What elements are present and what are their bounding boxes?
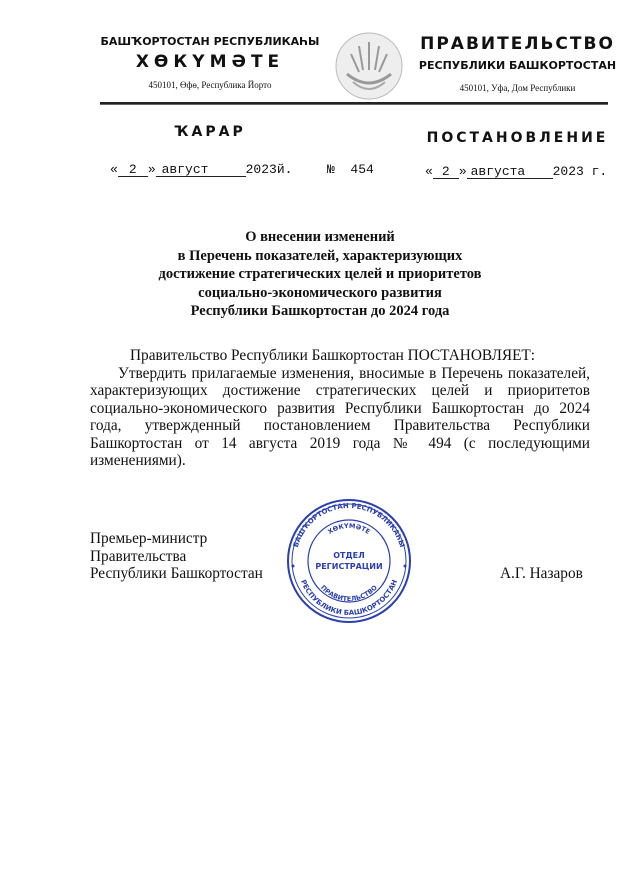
month-right: августа — [467, 165, 553, 179]
stamp-center-line2: РЕГИСТРАЦИИ — [315, 562, 383, 571]
doc-type-left: ҠАРАР — [174, 124, 246, 140]
title-line: О внесении изменений — [245, 229, 395, 245]
stamp-inner-bottom: ПРАВИТЕЛЬСТВО — [319, 583, 379, 604]
document-title — [90, 228, 550, 321]
signature-position — [90, 530, 263, 583]
header-right-line1: ПРАВИТЕЛЬСТВО — [420, 34, 615, 54]
date-right — [425, 164, 607, 179]
month-left: август — [156, 163, 246, 177]
header-left-line2: ХӨКҮМӘТЕ — [135, 52, 285, 72]
title-line: достижение стратегических целей и приоритетов — [158, 266, 482, 282]
title-line: социально-экономического развития — [198, 284, 442, 301]
doc-type-right: ПОСТАНОВЛЕНИЕ — [426, 130, 609, 146]
quote-open: « — [110, 162, 118, 177]
document-number — [327, 162, 374, 177]
stamp-outer-top: БАШҠОРТОСТАН РЕСПУБЛИКАҺЫ — [291, 501, 407, 549]
position-line: Республики Башкортостан — [90, 565, 263, 582]
stamp-outer-bottom: РЕСПУБЛИКИ БАШКОРТОСТАН — [298, 578, 400, 618]
year-left: 2023й. — [245, 162, 293, 177]
header-left-line1: БАШҠОРТОСТАН РЕСПУБЛИКАҺЫ — [100, 35, 320, 48]
stamp-inner-top: ХӨКҮМӘТЕ — [326, 521, 372, 536]
title-line: в Перечень показателей, характеризующих — [177, 247, 463, 264]
header-left-address: 450101, Өфө, Республика Йорто — [148, 80, 272, 90]
header-divider — [100, 102, 608, 105]
position-line: Премьер-министр — [90, 530, 208, 547]
registration-stamp — [286, 498, 412, 624]
date-left — [110, 162, 292, 177]
quote-close: » — [458, 164, 467, 179]
document-body — [90, 347, 590, 470]
body-preamble: Правительство Республики Башкортостан ПОСТАНОВЛЯЕТ: — [130, 347, 536, 364]
title-line: Республики Башкортостан до 2024 года — [190, 303, 450, 319]
number-sign: № — [327, 162, 335, 177]
body-paragraph: Утвердить прилагаемые изменения, вносимые в Перечень показателей, характеризующих достижение стратегических целей и приоритетов социально-экономического развития Республики Башкортостан до 2024 года, утвержденный постановлением Правительства Республики Башкортостан от 14 августа 2019 года № 494 (с последующими изменениями). — [90, 364, 590, 469]
stamp-center-line1: ОТДЕЛ — [333, 551, 365, 560]
position-line: Правительства — [90, 547, 187, 565]
year-right: 2023 г. — [552, 164, 608, 179]
signatory-name: А.Г. Назаров — [500, 565, 583, 582]
header-right-address: 450101, Уфа, Дом Республики — [459, 83, 576, 93]
number-value: 454 — [350, 162, 374, 177]
coat-of-arms-emblem — [333, 30, 405, 102]
day-right: 2 — [433, 165, 459, 179]
day-left: 2 — [118, 163, 148, 177]
header-right-line2: РЕСПУБЛИКИ БАШКОРТОСТАН — [418, 59, 617, 72]
quote-close: » — [147, 162, 156, 177]
quote-open: « — [425, 164, 433, 179]
